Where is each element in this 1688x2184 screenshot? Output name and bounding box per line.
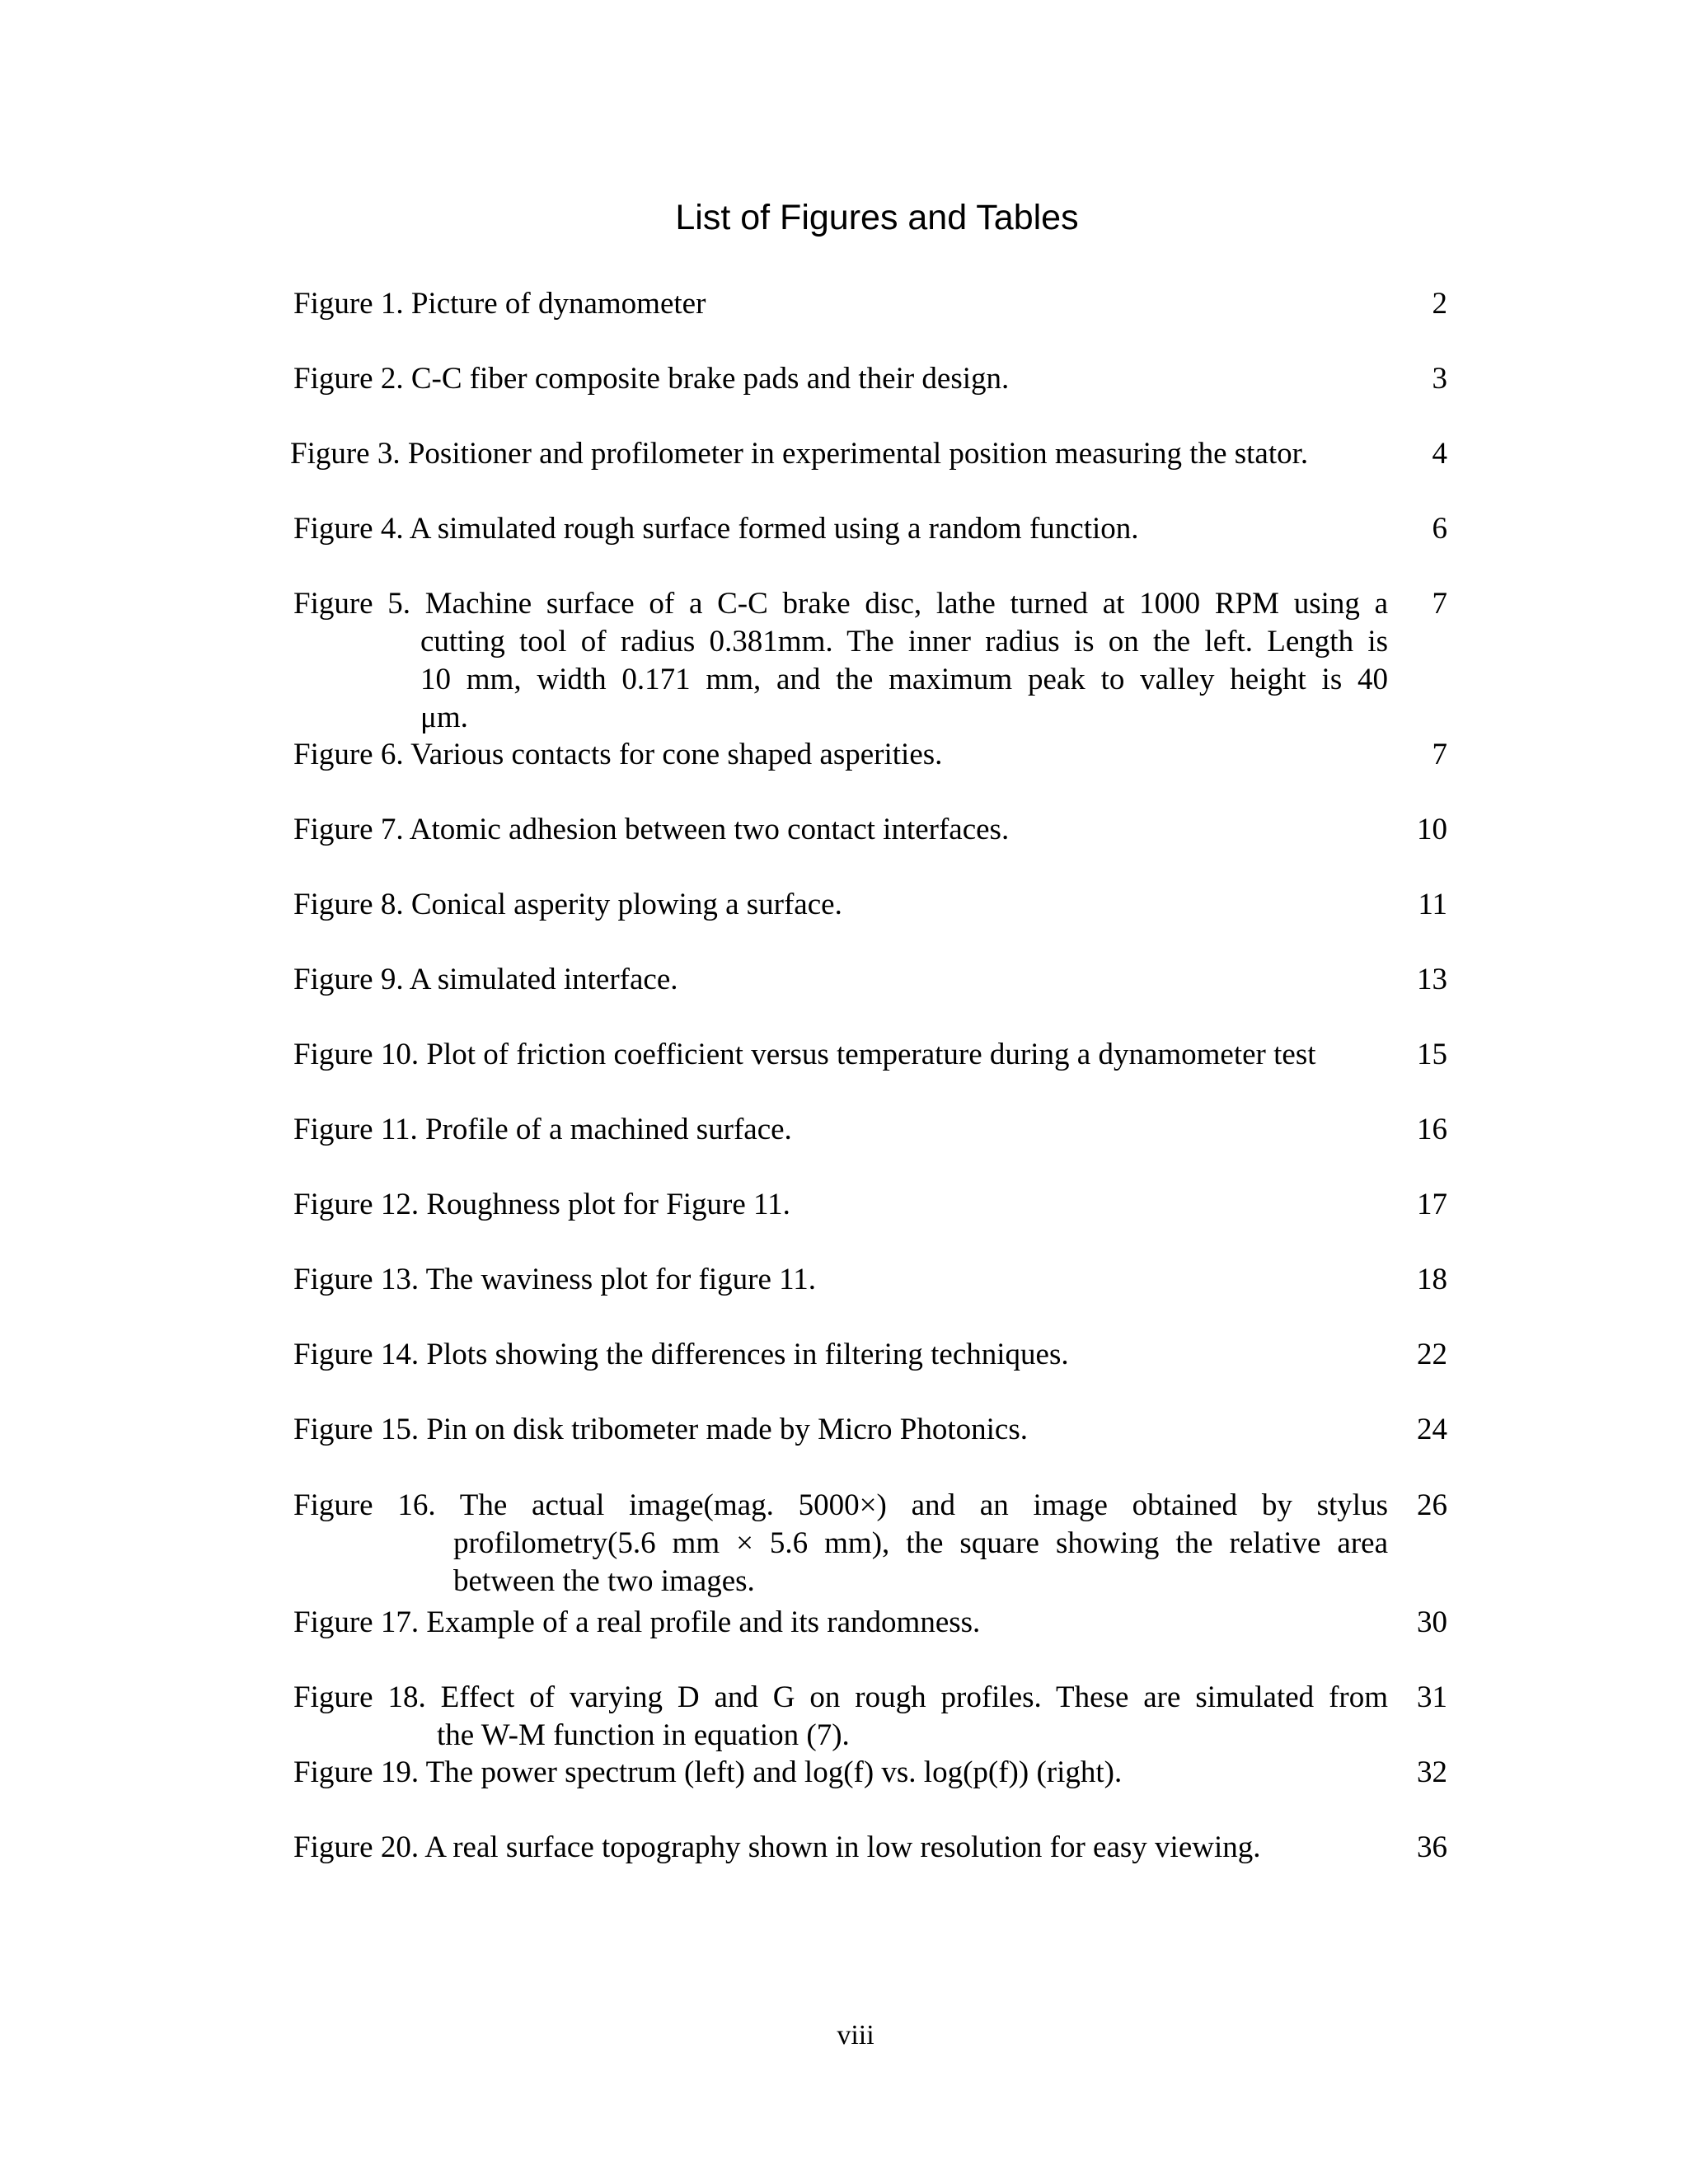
entry-caption: Figure 19. The power spectrum (left) and log(f) vs. log(p(f)) (right). (293, 1755, 1123, 1789)
entry-page-number: 7 (1432, 738, 1447, 771)
entry-caption (293, 1679, 1388, 1755)
caption-line: between the two images. (453, 1564, 755, 1598)
entry-caption: Figure 9. A simulated interface. (293, 963, 678, 996)
entry-caption: Figure 13. The waviness plot for figure 11. (293, 1263, 817, 1296)
entry-caption: Figure 8. Conical asperity plowing a surface. (293, 888, 842, 921)
entry-page-number: 22 (1417, 1338, 1447, 1371)
entry-page-number: 31 (1417, 1680, 1447, 1714)
caption-line: Figure 16. The actual image(mag. 5000×) and an image obtained by stylus (293, 1488, 1388, 1522)
entry-caption: Figure 1. Picture of dynamometer (293, 287, 706, 321)
entry-page-number: 2 (1432, 287, 1447, 321)
entry-page-number: 18 (1417, 1263, 1447, 1296)
entry-caption: Figure 10. Plot of friction coefficient versus temperature during a dynamometer test (293, 1038, 1316, 1071)
entry-page-number: 11 (1418, 888, 1447, 921)
page-title: List of Figures and Tables (675, 198, 1079, 237)
entry-page-number: 15 (1417, 1038, 1447, 1071)
entry-caption (293, 1487, 1388, 1601)
entry-page-number: 4 (1432, 437, 1447, 471)
entry-page-number: 3 (1432, 362, 1447, 396)
entry-page-number: 17 (1417, 1188, 1447, 1221)
entry-caption (293, 585, 1388, 737)
entry-caption: Figure 17. Example of a real profile and its randomness. (293, 1605, 981, 1639)
entry-caption: Figure 4. A simulated rough surface formed using a random function. (293, 512, 1139, 546)
entry-page-number: 6 (1432, 512, 1447, 546)
caption-line: 10 mm, width 0.171 mm, and the maximum peak to valley height is 40 (420, 663, 1388, 696)
entry-caption: Figure 12. Roughness plot for Figure 11. (293, 1188, 790, 1221)
entry-caption: Figure 2. C-C fiber composite brake pads and their design. (293, 362, 1010, 396)
entry-caption: Figure 14. Plots showing the differences in filtering techniques. (293, 1338, 1069, 1371)
entry-page-number: 36 (1417, 1830, 1447, 1864)
entry-caption: Figure 6. Various contacts for cone shaped asperities. (293, 738, 943, 771)
entry-caption: Figure 7. Atomic adhesion between two contact interfaces. (293, 813, 1010, 846)
caption-line: Figure 5. Machine surface of a C-C brake disc, lathe turned at 1000 RPM using a (293, 587, 1388, 621)
entry-page-number: 30 (1417, 1605, 1447, 1639)
caption-line: μm. (420, 701, 468, 734)
caption-line: the W-M function in equation (7). (437, 1718, 850, 1752)
entry-caption: Figure 11. Profile of a machined surface. (293, 1113, 792, 1146)
entry-page-number: 7 (1432, 587, 1447, 621)
footer-page-number: viii (837, 2020, 874, 2050)
caption-line: profilometry(5.6 mm × 5.6 mm), the square showing the relative area (453, 1526, 1388, 1560)
caption-line: Figure 18. Effect of varying D and G on rough profiles. These are simulated from (293, 1680, 1388, 1714)
entry-caption: Figure 15. Pin on disk tribometer made by Micro Photonics. (293, 1413, 1028, 1446)
entry-page-number: 10 (1417, 813, 1447, 846)
entry-page-number: 26 (1417, 1488, 1447, 1522)
caption-line: cutting tool of radius 0.381mm. The inner radius is on the left. Length is (420, 625, 1388, 658)
entry-caption: Figure 3. Positioner and profilometer in experimental position measuring the stator. (290, 437, 1309, 471)
entry-caption: Figure 20. A real surface topography shown in low resolution for easy viewing. (293, 1830, 1261, 1864)
entry-page-number: 16 (1417, 1113, 1447, 1146)
entry-page-number: 13 (1417, 963, 1447, 996)
entry-page-number: 32 (1417, 1755, 1447, 1789)
entry-page-number: 24 (1417, 1413, 1447, 1446)
